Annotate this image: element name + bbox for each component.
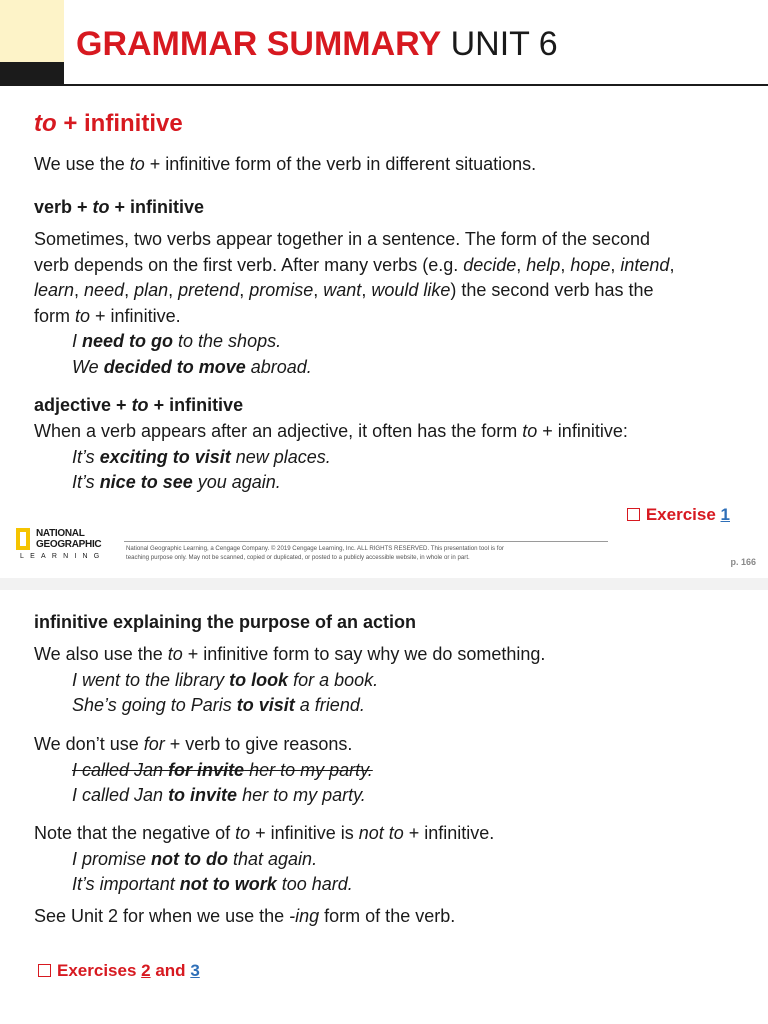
header-accent-dark — [0, 62, 64, 86]
incorrect-example: I called Jan for invite her to my party. — [72, 759, 373, 780]
verb-to-infinitive-heading: verb + to + infinitive — [34, 197, 205, 217]
section-title: to + infinitive — [34, 110, 183, 137]
footer-rule — [124, 541, 608, 542]
negative-example-1: I promise not to do that again. — [72, 848, 318, 869]
slide-2 — [0, 590, 768, 1024]
page-number: p. 166 — [730, 557, 756, 567]
purpose-example-1: I went to the library to look for a book. — [72, 669, 379, 690]
vti-example-1: I need to go to the shops. — [72, 331, 282, 351]
ati-example-1: It’s exciting to visit new places. — [72, 446, 331, 467]
copyright-notice: National Geographic Learning, a Cengage Company. © 2019 Cengage Learning, Inc. ALL RIGHTS RESERVED. This presentation tool is for teaching purpose only. May not be scanned, copied or duplicated, or posted to a publicly accessible website, in whole or in part. — [126, 545, 504, 561]
ati-line-1: When a verb appears after an adjective, it often has the form to + infinitive: — [34, 421, 628, 441]
purpose-example-2: She’s going to Paris to visit a friend. — [72, 695, 365, 715]
checkbox-icon — [38, 964, 51, 977]
title-grammar-summary: GRAMMAR SUMMARY — [76, 25, 442, 63]
ati-example-2: It’s nice to see you again. — [72, 472, 281, 492]
purpose-line-1: We also use the to + infinitive form to say why we do something. — [34, 644, 546, 664]
negative-example-2: It’s important not to work too hard. — [72, 874, 353, 894]
title-unit: UNIT 6 — [450, 25, 558, 63]
vti-line-2: verb depends on the first verb. After many verbs (e.g. decide, help, hope, intend, — [34, 254, 675, 275]
header-rule — [64, 84, 768, 86]
purpose-heading: infinitive explaining the purpose of an action — [34, 612, 417, 632]
vti-line-1: Sometimes, two verbs appear together in a sentence. The form of the second — [34, 229, 651, 249]
vti-line-4: form to + infinitive. — [34, 305, 181, 326]
adjective-to-infinitive-heading: adjective + to + infinitive — [34, 395, 244, 415]
checkbox-icon — [627, 508, 640, 521]
vti-example-2: We decided to move abroad. — [72, 356, 312, 377]
vti-line-3: learn, need, plan, pretend, promise, want, would like) the second verb has the — [34, 280, 654, 300]
exercises-2-3-link[interactable]: Exercises 2 and 3 — [38, 961, 200, 981]
header-accent-yellow — [0, 0, 64, 62]
intro-text: We use the to + infinitive form of the verb in different situations. — [34, 154, 537, 174]
national-geographic-logo: NATIONAL GEOGRAPHIC LEARNING — [16, 528, 116, 564]
page-title — [76, 22, 558, 66]
negative-note: Note that the negative of to + infinitive is not to + infinitive. — [34, 823, 495, 843]
correct-example: I called Jan to invite her to my party. — [72, 785, 366, 805]
yellow-frame-icon — [16, 528, 30, 550]
exercise-1-link[interactable]: Exercise 1 — [627, 505, 730, 525]
see-unit-2-note: See Unit 2 for when we use the -ing form of the verb. — [34, 906, 456, 926]
for-verb-line: We don’t use for + verb to give reasons. — [34, 734, 353, 754]
